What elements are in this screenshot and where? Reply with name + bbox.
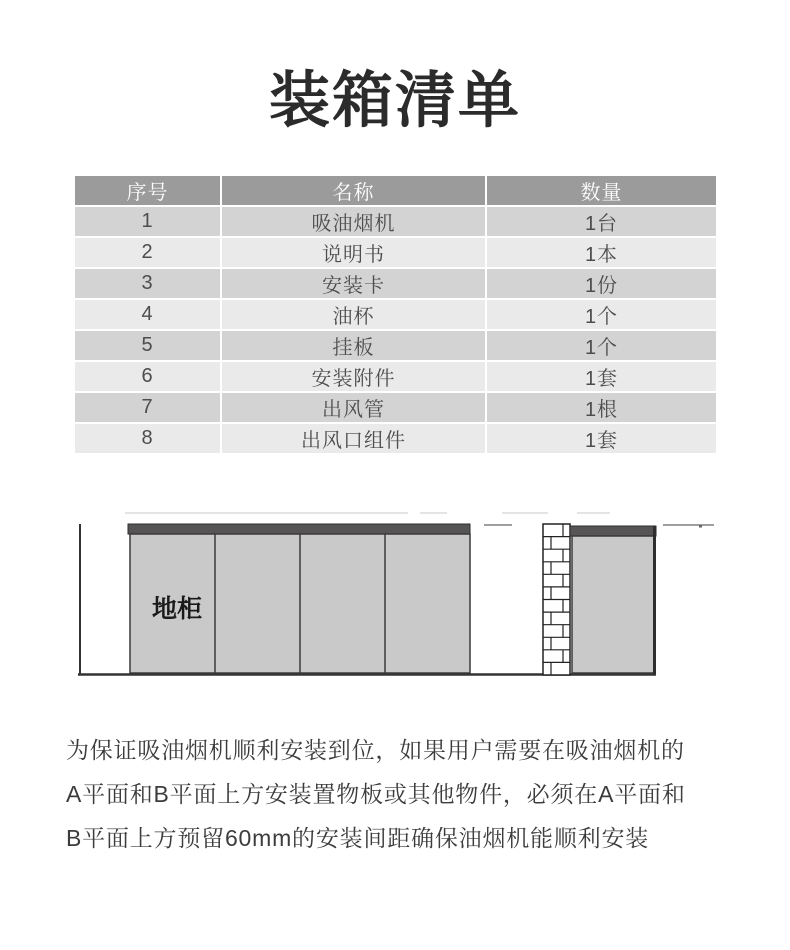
table-row xyxy=(75,207,716,238)
table-cell: 1台 xyxy=(487,207,716,238)
table-cell: 吸油烟机 xyxy=(222,207,487,238)
right-countertop-strip xyxy=(570,526,656,536)
table-cell: 说明书 xyxy=(222,238,487,269)
table-cell: 安装附件 xyxy=(222,362,487,393)
table-cell: 3 xyxy=(75,269,222,300)
table-row xyxy=(75,238,716,269)
dimension-tick xyxy=(699,525,702,528)
table-cell: 1个 xyxy=(487,300,716,331)
page-title: 装箱清单 xyxy=(268,66,521,134)
installation-note xyxy=(66,728,728,860)
table-cell: 4 xyxy=(75,300,222,331)
table-cell: 出风管 xyxy=(222,393,487,424)
table-cell: 油杯 xyxy=(222,300,487,331)
installation-diagram xyxy=(0,495,790,700)
table-cell: 8 xyxy=(75,424,222,455)
note-line: 为保证吸油烟机顺利安装到位，如果用户需要在吸油烟机的 xyxy=(66,737,685,763)
table-row xyxy=(75,362,716,393)
table-row xyxy=(75,393,716,424)
right-cabinet xyxy=(572,536,654,673)
packing-list-table xyxy=(75,176,716,455)
table-cell: 1根 xyxy=(487,393,716,424)
header-cell-index: 序号 xyxy=(75,176,222,207)
base-cabinet-label: 地柜 xyxy=(151,595,203,623)
note-line: A平面和B平面上方安装置物板或其他物件，必须在A平面和 xyxy=(66,781,686,807)
table-cell: 2 xyxy=(75,238,222,269)
header-cell-quantity: 数量 xyxy=(487,176,716,207)
note-line: B平面上方预留60mm的安装间距确保油烟机能顺利安装 xyxy=(66,825,650,851)
table-cell: 安装卡 xyxy=(222,269,487,300)
table-row xyxy=(75,331,716,362)
table-cell: 5 xyxy=(75,331,222,362)
table-cell: 1套 xyxy=(487,424,716,455)
table-cell: 挂板 xyxy=(222,331,487,362)
table-row xyxy=(75,300,716,331)
table-row xyxy=(75,424,716,455)
table-cell: 1个 xyxy=(487,331,716,362)
countertop-strip xyxy=(128,524,470,534)
table-cell: 1 xyxy=(75,207,222,238)
header-cell-name: 名称 xyxy=(222,176,487,207)
table-row xyxy=(75,269,716,300)
table-cell: 出风口组件 xyxy=(222,424,487,455)
table-cell: 1份 xyxy=(487,269,716,300)
table-header-row xyxy=(75,176,716,207)
table-cell: 1套 xyxy=(487,362,716,393)
table-cell: 7 xyxy=(75,393,222,424)
table-cell: 6 xyxy=(75,362,222,393)
table-cell: 1本 xyxy=(487,238,716,269)
